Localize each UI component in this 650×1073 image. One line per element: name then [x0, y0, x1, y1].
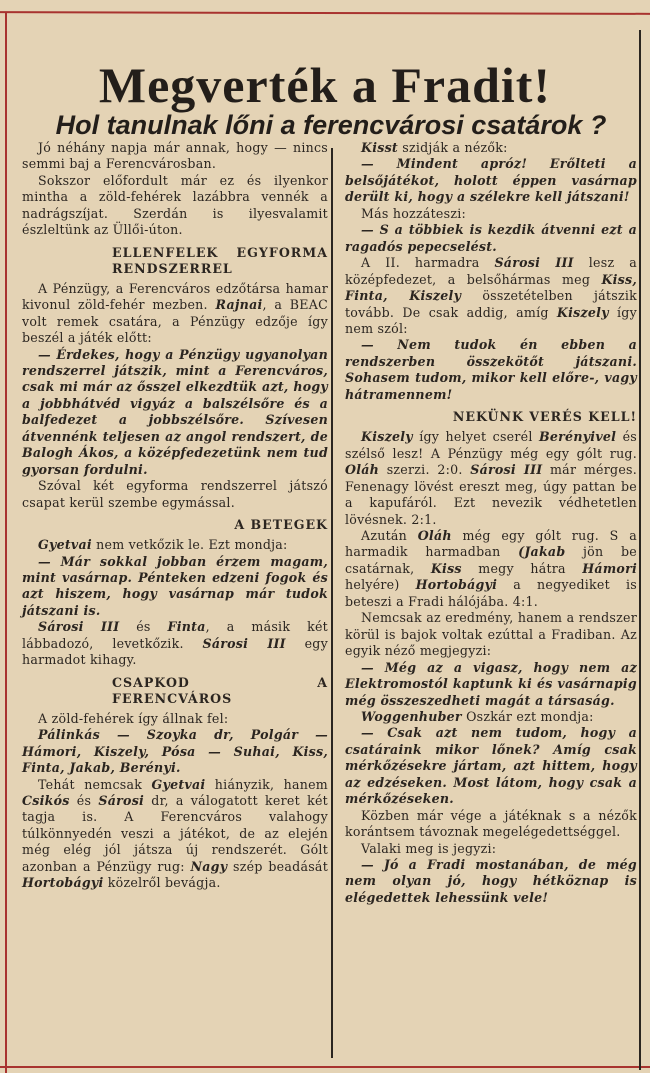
- italic-text: Sárosi III: [38, 619, 120, 635]
- body-text: Közben már vége a játéknak s a nézők korántsem távoznak megelégedettséggel.: [345, 807, 637, 840]
- body-text: Sokszor előfordult már ez és ilyenkor mintha a zöld-fehérek lazábbra vennék a nadrágszíjat. Szerdán is ilyesvalamit észleltünk az Üllői-úton.: [22, 172, 328, 238]
- paragraph: [345, 156, 637, 205]
- body-text: Oszkár ezt mondja:: [461, 708, 594, 724]
- italic-text: Kiszely: [556, 304, 609, 320]
- paragraph: [345, 660, 637, 709]
- body-text: A Pénzügy, a Ferencváros edzőtársa hamar kivonul zöld-fehér mezben.: [22, 280, 328, 313]
- body-text: és: [119, 619, 168, 635]
- italic-text: Rajnai: [215, 297, 263, 313]
- body-text: lesz a középfedezet, a belsőhármas meg: [345, 255, 637, 287]
- body-text: A II. harmadra: [361, 255, 495, 271]
- body-text: közelről bevágja.: [103, 875, 221, 891]
- body-text: Valaki meg is jegyzi:: [361, 840, 497, 856]
- headline: Megverték a Fradit!: [98, 56, 552, 113]
- italic-text: Oláh: [345, 462, 380, 478]
- italic-text: Kisst: [361, 140, 398, 155]
- body-text: és szélső lesz! A Pénzügy még egy gólt rug.: [345, 429, 637, 461]
- frame-line-left: [5, 12, 7, 1073]
- italic-text: Hortobágyi: [415, 577, 498, 593]
- body-text: szerzi. 2:0.: [379, 462, 471, 478]
- body-text: egy harmadot kihagy.: [22, 635, 328, 668]
- italic-text: Sárosi III: [202, 635, 286, 651]
- column-rule-right: [639, 30, 641, 1070]
- paragraph: [345, 255, 637, 337]
- body-text: így nem szól:: [345, 304, 637, 336]
- italic-text: Sárosi III: [494, 255, 574, 271]
- paragraph: [345, 429, 637, 528]
- body-text: A zöld-fehérek így állnak fel:: [38, 710, 229, 726]
- italic-text: (Jakab: [518, 544, 566, 560]
- paragraph: [345, 841, 637, 857]
- italic-text: Sárosi III: [470, 462, 543, 478]
- paragraph: [22, 281, 328, 347]
- section-heading: CSAPKOD A FERENCVÁROS: [112, 674, 328, 706]
- body-text: jön be csatárnak,: [345, 544, 637, 576]
- frame-line-bottom: [0, 1066, 650, 1068]
- body-text: szép beadását: [227, 858, 328, 874]
- body-text: nem vetkőzik le. Ezt mondja:: [91, 537, 288, 553]
- paragraph: [345, 140, 637, 156]
- italic-text: Oláh: [417, 527, 452, 543]
- body-text: összetételben játszik tovább. De csak addig, amíg: [345, 288, 637, 320]
- italic-text: Nagy: [190, 858, 228, 874]
- italic-text: Berényivel: [539, 429, 617, 445]
- italic-text: Hortobágyi: [22, 875, 104, 891]
- body-text: Jó néhány napja már annak, hogy — nincs semmi baj a Ferencvárosban.: [22, 140, 328, 172]
- article-column-right: [345, 140, 637, 906]
- italic-text: — Érdekes, hogy a Pénzügy ugyanolyan rendszerrel játszik, mint a Ferencváros, csak mi már az ősszel elkezdtük azt, hogy a jobbhátvéd vigyáz a balszélsőre és a balfedezet a jobbszélsőre. Szívesen átvennénk teljesen az angol rendszert, de Balogh Ákos, a középfedezetünk nem tud gyorsan fordulni.: [22, 346, 328, 477]
- body-text: , a BEAC volt remek csatára, a Pénzügy edzője így beszél a játék előtt:: [22, 297, 328, 346]
- italic-text: — Már sokkal jobban érzem magam, mint vasárnap. Pénteken edzeni fogok és azt hiszem, hogy vasárnap már tudok játszani is.: [22, 553, 328, 618]
- subheadline: Hol tanulnak lőni a ferencvárosi csatárok ?: [55, 110, 607, 141]
- paragraph: [345, 206, 637, 222]
- italic-text: Hámori: [582, 560, 637, 576]
- body-text: szidják a nézők:: [397, 140, 508, 155]
- paragraph: [345, 528, 637, 610]
- section-heading: ELLENFELEK EGYFORMA RENDSZERREL: [112, 244, 328, 276]
- body-text: megy hátra: [461, 560, 583, 576]
- italic-text: — Mindent apróz! Erőlteti a belsőjátékot, holott éppen vasárnap derült ki, hogy a szélekre kell játszani!: [345, 156, 637, 205]
- frame-line-top: [0, 11, 650, 15]
- article-column-left: [22, 140, 328, 892]
- paragraph: [22, 173, 328, 239]
- column-rule: [331, 148, 333, 1058]
- body-text: még egy gólt rug. S a harmadik harmadban: [345, 527, 637, 560]
- italic-text: Pálinkás — Szoyka dr, Polgár — Hámori, Kiszely, Pósa — Suhai, Kiss, Finta, Jakab, Berényi.: [22, 727, 328, 776]
- body-text: Nemcsak az eredmény, hanem a rendszer körül is bajok voltak ezúttal a Fradiban. Az egyik néző megjegyzi:: [345, 610, 637, 659]
- italic-text: Kiszely: [361, 429, 413, 445]
- paragraph: [22, 777, 328, 892]
- body-text: már mérges. Fenenagy lövést ereszt meg, úgy pattan be a kapufáról. Ezt nevezik védhetetlen lövésnek. 2:1.: [345, 462, 637, 527]
- body-text: helyére): [345, 577, 416, 593]
- body-text: , a másik két lábbadozó, levetkőzik.: [22, 619, 328, 651]
- italic-text: Woggenhuber: [361, 708, 462, 724]
- body-text: Más hozzáteszi:: [361, 205, 466, 221]
- body-text: dr, a válogatott keret két tagja is. A Ferencváros valahogy túlkönnyedén veszi a játékot, de az elején még elég jól játsza új rendszerét. Gólt azonban a Pénzügy rug:: [22, 792, 328, 874]
- paragraph: [345, 709, 637, 725]
- italic-text: — Csak azt nem tudom, hogy a csatáraink mikor lőnek? Amíg csak mérkőzésekre jártam, azt hittem, hogy az edzéseken. Most látom, hogy csak a mérkőzéseken.: [345, 725, 637, 807]
- paragraph: [22, 537, 328, 553]
- paragraph: [22, 347, 328, 479]
- italic-text: — S a többiek is kezdik átvenni ezt a ragadós pepecselést.: [345, 222, 637, 254]
- body-text: a negyediket is beteszi a Fradi hálójába. 4:1.: [345, 577, 637, 609]
- paragraph: [345, 725, 637, 807]
- italic-text: Gyetvai: [151, 776, 206, 792]
- paragraph: [345, 222, 637, 255]
- paragraph: [345, 610, 637, 659]
- italic-text: Kiss, Finta, Kiszely: [345, 271, 637, 304]
- body-text: Tehát nemcsak: [38, 776, 152, 792]
- italic-text: — Nem tudok én ebben a rendszerben összekötőt játszani. Sohasem tudom, mikor kell előre-, vagy hátramennem!: [345, 337, 637, 402]
- paragraph: [22, 478, 328, 511]
- italic-text: Gyetvai: [38, 537, 92, 553]
- paragraph: [22, 619, 328, 668]
- italic-text: Kiss: [430, 560, 462, 576]
- body-text: hiányzik, hanem: [205, 776, 328, 792]
- italic-text: — Jó a Fradi mostanában, de még nem olyan jó, hogy hétköznap is elégedettek lehessünk vele!: [345, 857, 637, 905]
- body-text: és: [69, 792, 99, 808]
- paragraph: [22, 727, 328, 776]
- italic-text: Finta: [167, 619, 206, 635]
- body-text: így helyet cserél: [412, 429, 540, 445]
- paragraph: [22, 140, 328, 173]
- section-heading: NEKÜNK VERÉS KELL!: [452, 409, 637, 425]
- paragraph: [345, 857, 637, 906]
- paragraph: [345, 337, 637, 403]
- paragraph: [345, 808, 637, 841]
- paragraph: [22, 554, 328, 620]
- italic-text: Sárosi: [98, 792, 145, 808]
- italic-text: Csikós: [22, 792, 70, 808]
- section-heading: A BETEGEK: [234, 517, 328, 533]
- italic-text: — Még az a vigasz, hogy nem az Elektromostól kaptunk ki és vasárnapig még összeszedheti magát a társaság.: [345, 659, 637, 708]
- body-text: Azután: [361, 527, 418, 543]
- body-text: Szóval két egyforma rendszerrel játszó csapat kerül szembe egymással.: [22, 478, 328, 510]
- paragraph: [22, 711, 328, 727]
